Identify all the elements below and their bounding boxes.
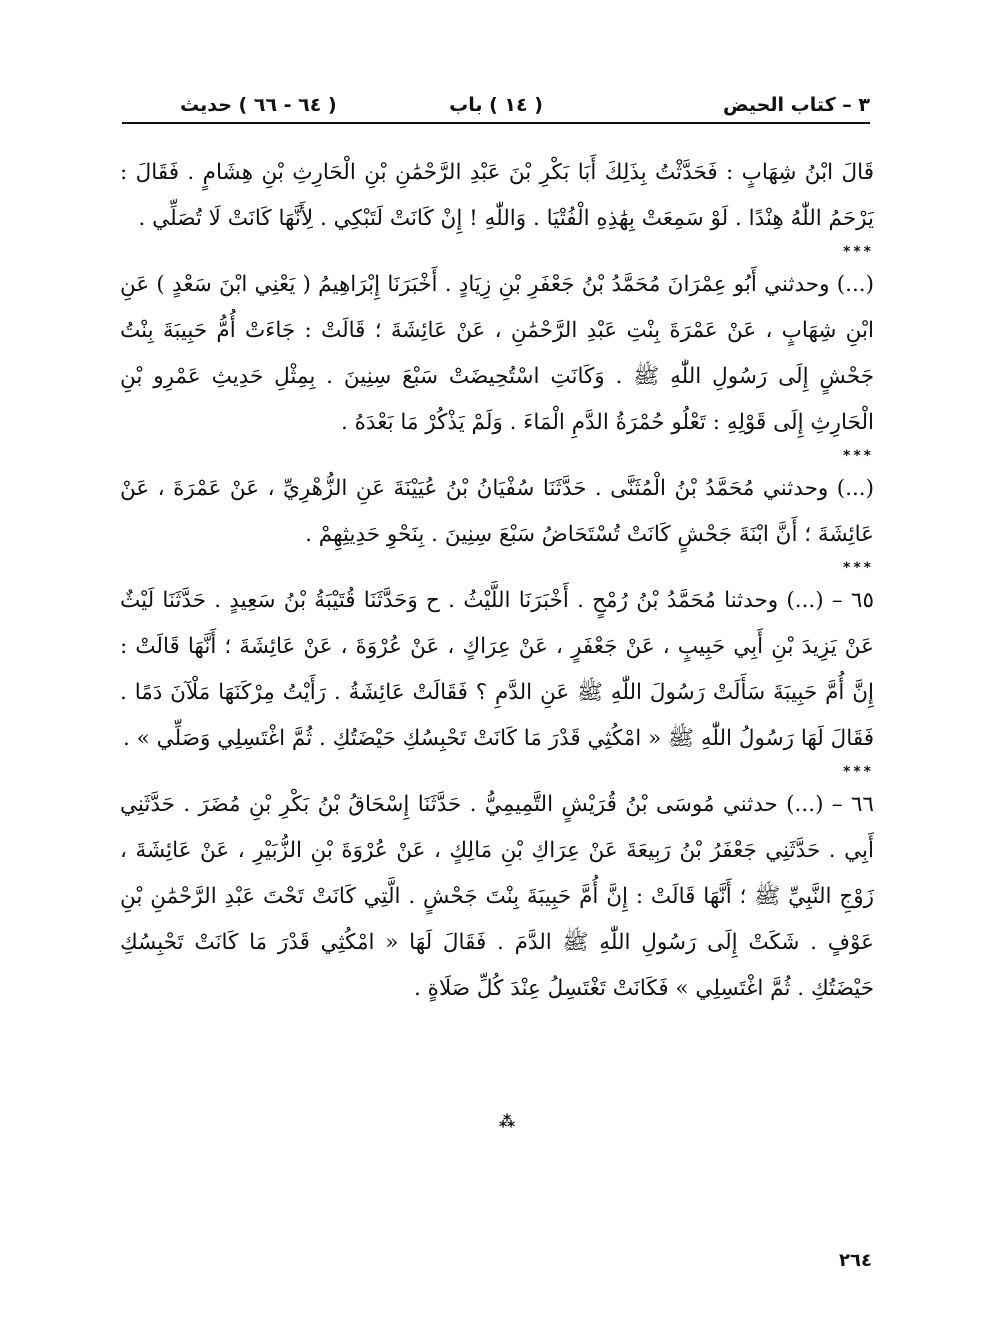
paragraph-text: وحدثنا مُحَمَّدُ بْنُ رُمْحٍ . أَخْبَرَنَا اللَّيْثُ . ح وَحَدَّثَنَا قُتَيْبَةُ بْنُ سَعِيدٍ . حَدَّثَنَا لَيْثٌ عَنْ يَزِيدَ بْنِ أَبِي حَبِيبٍ ، عَنْ جَعْفَرٍ ، عَنْ عِرَاكٍ ، عَنْ عُرْوَةَ ، عَنْ عَائِشَةَ ؛ أَنَّهَا قَالَتْ : إِنَّ أُمَّ حَبِيبَةَ سَأَلَتْ رَسُولَ اللّٰهِ ﷺ عَنِ الدَّمِ ؟ فَقَالَتْ عَائِشَةُ . رَأَيْتُ مِرْكَنَهَا مَلْآنَ دَمًا . فَقَالَ لَهَا رَسُولُ اللّٰهِ ﷺ « امْكُثِي قَدْرَ مَا كَانَتْ تَحْبِسُكِ حَيْضَتُكِ . ثُمَّ اغْتَسِلِي وَصَلِّي » . (120, 588, 874, 751)
paragraph (120, 466, 874, 558)
page-number: ٢٦٤ (839, 1250, 872, 1271)
paragraph-text: وحدثني مُحَمَّدُ بْنُ الْمُثَنَّى . حَدَّثَنَا سُفْيَانُ بْنُ عُيَيْنَةَ عَنِ الزُّهْرِيِّ ، عَنْ عَمْرَةَ ، عَنْ عَائِشَةَ ؛ أَنَّ ابْنَةَ جَحْشٍ كَانَتْ تُسْتَحَاضُ سَبْعَ سِنِينَ . بِنَحْوِ حَدِيثِهِمْ . (120, 476, 874, 547)
end-ornament: ⁂ (498, 1112, 516, 1131)
paragraph-text: قَالَ ابْنُ شِهَابٍ : فَحَدَّثْتُ بِذَلِكَ أَبَا بَكْرِ بْنَ عَبْدِ الرَّحْمَٰنِ بْنِ الْحَارِثِ بْنِ هِشَامٍ . فَقَالَ : يَرْحَمُ اللّٰهُ هِنْدًا . لَوْ سَمِعَتْ بِهَٰذِهِ الْفُتْيَا . وَاللّٰهِ ! إِنْ كَانَتْ لَتَبْكِي . لِأَنَّهَا كَانَتْ لَا تُصَلِّي . (120, 160, 874, 231)
paragraph-number: ٦٦ – (...) (786, 792, 874, 817)
separator: *** (843, 244, 874, 260)
paragraph (120, 782, 874, 1012)
paragraph-text: حدثني مُوسَى بْنُ قُرَيْشٍ التَّمِيمِيُّ . حَدَّثَنَا إِسْحَاقُ بْنُ بَكْرِ بْنِ مُضَرَ . حَدَّثَنِي أَبِي . حَدَّثَنِي جَعْفَرُ بْنُ رَبِيعَةَ عَنْ عِرَاكِ بْنِ مَالِكٍ ، عَنْ عُرْوَةَ بْنِ الزُّبَيْرِ ، عَنْ عَائِشَةَ ، زَوْجِ النَّبِيِّ ﷺ ؛ أَنَّهَا قَالَتْ : إِنَّ أُمَّ حَبِيبَةَ بِنْتَ جَحْشٍ . الَّتِي كَانَتْ تَحْتَ عَبْدِ الرَّحْمَٰنِ بْنِ عَوْفٍ . شَكَتْ إِلَى رَسُولِ اللّٰهِ ﷺ الدَّمَ . فَقَالَ لَهَا « امْكُثِي قَدْرَ مَا كَانَتْ تَحْبِسُكِ حَيْضَتُكِ . ثُمَّ اغْتَسِلِي » فَكَانَتْ تَغْتَسِلُ عِنْدَ كُلِّ صَلَاةٍ . (120, 792, 874, 1001)
paragraph-number: (...) (836, 272, 874, 297)
paragraph (120, 150, 874, 242)
paragraph-number: ٦٥ – (...) (786, 588, 874, 613)
paragraph-text: وحدثني أَبُو عِمْرَانَ مُحَمَّدُ بْنُ جَعْفَرِ بْنِ زِيَادٍ . أَخْبَرَنَا إِبْرَاهِيمُ ( يَعْنِي ابْنَ سَعْدٍ ) عَنِ ابْنِ شِهَابٍ ، عَنْ عَمْرَةَ بِنْتِ عَبْدِ الرَّحْمَٰنِ ، عَنْ عَائِشَةَ ؛ قَالَتْ : جَاءَتْ أُمُّ حَبِيبَةَ بِنْتُ جَحْشٍ إِلَى رَسُولِ اللّٰهِ ﷺ . وَكَانَتِ اسْتُحِيضَتْ سَبْعَ سِنِينَ . بِمِثْلِ حَدِيثِ عَمْرِو بْنِ الْحَارِثِ إِلَى قَوْلِهِ : تَعْلُو حُمْرَةُ الدَّمِ الْمَاءَ . وَلَمْ يَذْكُرْ مَا بَعْدَهُ . (120, 272, 874, 435)
separator: *** (843, 764, 874, 780)
paragraph-number: (...) (836, 476, 874, 501)
main-text (120, 150, 874, 1012)
section-number: ( ١٤ ) باب (449, 94, 543, 116)
separator: *** (843, 560, 874, 576)
paragraph (120, 578, 874, 762)
chapter-title: ٣ – كتاب الحيض (722, 94, 870, 116)
hadith-range: ( ٦٤ - ٦٦ ) حديث (180, 94, 337, 116)
page-header (122, 88, 870, 124)
paragraph (120, 262, 874, 446)
separator: *** (843, 448, 874, 464)
